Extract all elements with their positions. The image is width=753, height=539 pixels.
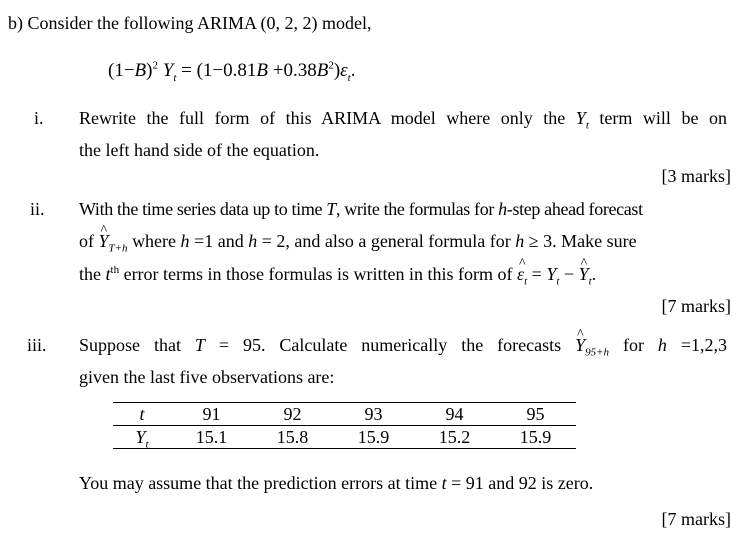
table-cell: 15.8 [252,426,333,449]
question-header: b) Consider the following ARIMA (0, 2, 2) model, [8,13,372,33]
table-cell: 95 [495,403,576,426]
part-ii-line2 [79,231,637,255]
subscript: t [588,275,592,288]
var-h: h [248,231,258,251]
eq-part: ) [333,60,341,81]
var-y-hat: ^ Y [99,231,109,252]
eq-var-b: B [256,60,268,81]
eq-part: = (1−0.81 [176,60,257,81]
text: = [527,264,547,284]
eq-subscript: t [173,71,177,84]
part-iii-line1 [79,335,728,359]
text: =1 and [189,231,249,251]
subscript: T+h [108,242,128,255]
part-i-line2: the left hand side of the equation. [79,140,320,160]
text: . [591,264,597,284]
eq-part: (1− [108,60,135,81]
table-cell: 15.1 [171,426,252,449]
text: Suppose that [79,335,195,355]
part-number: i. [34,108,44,128]
eq-var-eps: ε [340,60,348,81]
subscript: t [585,119,589,132]
text: = 95. Calculate numerically the forecasts [204,335,576,355]
part-ii-line1 [79,199,643,220]
eq-part: ) [146,60,153,81]
table-row [113,426,576,449]
text: Rewrite the full form of this ARIMA model where only the [79,108,576,128]
var-h: h [498,199,507,219]
eq-exponent: 2 [328,59,334,72]
row-label-y [113,426,171,449]
part-number: ii. [30,199,45,219]
part-i-line1 [79,108,727,132]
var-eps-hat: ^ ε [517,264,524,285]
text: of [79,231,99,251]
observations-table [113,402,576,449]
var-h: h [657,335,667,355]
subscript: t [556,275,560,288]
eq-var-b: B [316,60,329,81]
var-y: Y [546,264,557,284]
text: ≥ 3. Make sure [524,231,637,251]
table-row [113,403,576,426]
var-t: T [194,335,205,355]
marks-label: [7 marks] [661,296,731,316]
eq-part: +0.38 [268,60,317,81]
text: -step ahead forecast [506,199,643,219]
text: for [609,335,658,355]
subscript: t [524,275,528,288]
text: where [127,231,181,251]
subscript: 95+h [585,346,610,359]
model-equation [108,60,355,82]
table-cell: 94 [414,403,495,426]
table-cell: 15.9 [333,426,414,449]
subscript: t [145,438,149,451]
part-iii-line2: given the last five observations are: [79,367,335,387]
eq-var-b: B [134,60,147,81]
table-cell: 15.9 [495,426,576,449]
var-h: h [515,231,525,251]
var-y: Y [575,108,586,128]
var-t: T [326,199,336,219]
row-label-t: t [113,403,171,426]
text: =1,2,3 [666,335,728,355]
text: With the time series data up to time [79,199,327,219]
superscript: th [110,264,120,276]
var-h: h [180,231,190,251]
marks-label: [7 marks] [661,509,731,529]
eq-subscript: t [347,71,351,84]
var-y-hat: ^ Y [575,335,585,356]
text: You may assume that the prediction errors at time [79,473,442,493]
text: = 2, and also a general formula for [257,231,516,251]
text: the [79,264,106,284]
part-number: iii. [27,335,47,355]
eq-part: . [350,60,356,81]
marks-label: [3 marks] [661,166,731,186]
var-y: Y [135,426,146,447]
text: , write the formulas for [335,199,499,219]
text: = 91 and 92 is zero. [446,473,594,493]
table-cell: 91 [171,403,252,426]
part-ii-line3 [79,264,597,288]
part-iii-note [79,473,593,494]
table-cell: 92 [252,403,333,426]
eq-var-y: Y [162,60,174,81]
var-t: t [105,264,111,284]
text: term will be on [588,108,727,128]
text: error terms in those formulas is written in this form of [119,264,518,284]
table-cell: 15.2 [414,426,495,449]
var-y-hat: ^ Y [579,264,589,285]
text: − [559,264,579,284]
table-cell: 93 [333,403,414,426]
eq-exponent: 2 [152,59,158,72]
var-t: t [441,473,447,493]
